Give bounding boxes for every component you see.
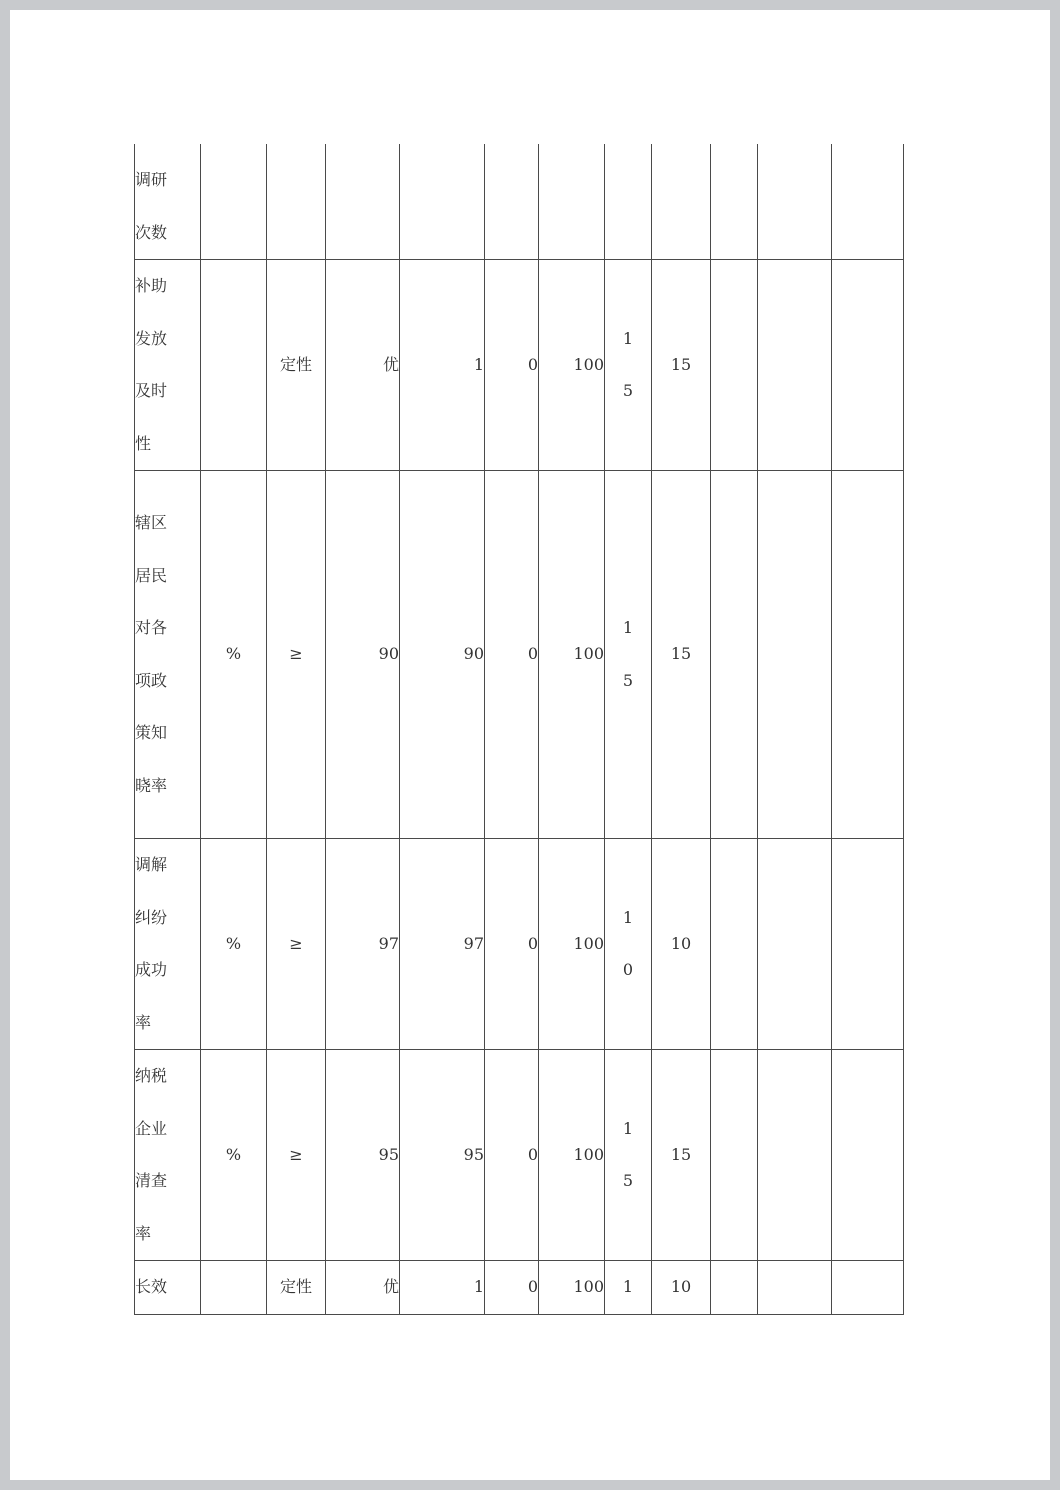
weight-cell: [605, 1050, 652, 1261]
unit-cell: [201, 260, 267, 471]
full-score-cell: 100: [539, 839, 605, 1050]
score-cell: 15: [652, 260, 711, 471]
indicator-name-line: 率: [135, 1012, 152, 1032]
target-value-cell: 优: [326, 1261, 400, 1315]
operator-cell: ≥: [267, 471, 326, 839]
indicator-name-line: 发放: [135, 328, 168, 348]
table-row: [135, 260, 904, 471]
indicator-name-line: 策知: [135, 723, 168, 742]
deduct-cell: 0: [485, 260, 539, 471]
actual-value-cell: 97: [400, 839, 485, 1050]
indicator-name-cell: [135, 1261, 201, 1315]
full-score-cell: 100: [539, 1050, 605, 1261]
table-row: [135, 1261, 904, 1315]
indicator-name-cell: [135, 839, 201, 1050]
blank-cell-a: [711, 839, 758, 1050]
blank-cell-c: [832, 839, 904, 1050]
unit-cell: %: [201, 839, 267, 1050]
actual-value-cell: 95: [400, 1050, 485, 1261]
blank-cell-a: [711, 1050, 758, 1261]
weight-value: [605, 1261, 651, 1314]
indicator-name-line: 纳税: [135, 1066, 168, 1085]
indicator-name-line: 项政: [135, 670, 168, 690]
table-row: [135, 839, 904, 1050]
blank-cell-b: [758, 1261, 832, 1315]
weight-digit: 1: [622, 328, 634, 348]
weight-digit: 1: [622, 1277, 634, 1296]
blank-cell-c: [832, 144, 904, 260]
actual-value-cell: [400, 144, 485, 260]
blank-cell-b: [758, 839, 832, 1050]
blank-cell-b: [758, 471, 832, 839]
indicator-name-line: 次数: [135, 222, 168, 242]
blank-cell-a: [711, 471, 758, 839]
full-score-cell: 100: [539, 471, 605, 839]
deduct-cell: 0: [485, 1261, 539, 1315]
deduct-cell: 0: [485, 839, 539, 1050]
full-score-cell: 100: [539, 1261, 605, 1315]
full-score-cell: [539, 144, 605, 260]
unit-cell: %: [201, 471, 267, 839]
blank-cell-c: [832, 260, 904, 471]
weight-digit: 1: [622, 907, 634, 927]
indicator-name-line: 补助: [135, 276, 168, 295]
operator-cell: 定性: [267, 1261, 326, 1315]
deduct-cell: 0: [485, 471, 539, 839]
indicator-name: [135, 497, 200, 812]
indicator-name-line: 调解: [135, 855, 168, 874]
score-cell: 15: [652, 1050, 711, 1261]
unit-cell: %: [201, 1050, 267, 1261]
indicator-name-cell: [135, 144, 201, 260]
score-cell: 10: [652, 839, 711, 1050]
operator-cell: 定性: [267, 260, 326, 471]
weight-digit: 5: [622, 670, 634, 690]
deduct-cell: [485, 144, 539, 260]
indicator-name: [135, 260, 200, 470]
operator-cell: ≥: [267, 1050, 326, 1261]
blank-cell-b: [758, 1050, 832, 1261]
unit-cell: [201, 1261, 267, 1315]
target-value-cell: 97: [326, 839, 400, 1050]
indicator-name-line: 及时: [135, 381, 168, 400]
weight-digit: 5: [622, 1171, 634, 1190]
indicator-name: [135, 839, 200, 1049]
table-row: [135, 1050, 904, 1261]
weight-cell: [605, 260, 652, 471]
target-value-cell: [326, 144, 400, 260]
actual-value-cell: 1: [400, 1261, 485, 1315]
indicator-name-line: 纠纷: [135, 907, 168, 927]
score-cell: 10: [652, 1261, 711, 1315]
indicator-name-cell: [135, 260, 201, 471]
blank-cell-a: [711, 1261, 758, 1315]
indicator-name-line: 长效: [135, 1277, 168, 1296]
indicator-table: [134, 144, 904, 1315]
weight-value: [605, 602, 651, 707]
indicator-name-line: 性: [135, 433, 152, 453]
weight-digit: 1: [622, 618, 634, 637]
indicator-name-line: 晓率: [135, 775, 168, 795]
target-value-cell: 90: [326, 471, 400, 839]
weight-digit: 5: [622, 381, 634, 400]
document-page: [10, 10, 1050, 1480]
deduct-cell: 0: [485, 1050, 539, 1261]
weight-digit: 1: [622, 1118, 634, 1138]
weight-cell: [605, 144, 652, 260]
operator-cell: ≥: [267, 839, 326, 1050]
score-cell: [652, 144, 711, 260]
indicator-name-line: 调研: [135, 170, 168, 189]
indicator-name: [135, 144, 200, 259]
indicator-name-line: 清查: [135, 1171, 168, 1190]
operator-cell: [267, 144, 326, 260]
weight-digit: 0: [622, 960, 634, 979]
indicator-name-cell: [135, 471, 201, 839]
full-score-cell: 100: [539, 260, 605, 471]
table-body: [135, 144, 904, 1314]
blank-cell-c: [832, 1050, 904, 1261]
unit-cell: [201, 144, 267, 260]
target-value-cell: 优: [326, 260, 400, 471]
indicator-name-line: 辖区: [135, 513, 168, 532]
blank-cell-c: [832, 471, 904, 839]
weight-value: [605, 313, 651, 418]
weight-value: [605, 1103, 651, 1208]
blank-cell-b: [758, 144, 832, 260]
blank-cell-c: [832, 1261, 904, 1315]
actual-value-cell: 90: [400, 471, 485, 839]
indicator-name-line: 成功: [135, 960, 168, 979]
indicator-name-line: 企业: [135, 1118, 168, 1138]
weight-cell: [605, 471, 652, 839]
table-row: [135, 144, 904, 260]
indicator-name-line: 对各: [135, 618, 168, 637]
actual-value-cell: 1: [400, 260, 485, 471]
target-value-cell: 95: [326, 1050, 400, 1261]
table-row: [135, 471, 904, 839]
indicator-name-cell: [135, 1050, 201, 1261]
indicator-name-line: 居民: [135, 565, 168, 585]
blank-cell-a: [711, 260, 758, 471]
weight-cell: [605, 839, 652, 1050]
score-cell: 15: [652, 471, 711, 839]
weight-value: [605, 892, 651, 997]
weight-cell: [605, 1261, 652, 1315]
indicator-name-line: 率: [135, 1223, 152, 1243]
indicator-name: [135, 1050, 200, 1260]
blank-cell-b: [758, 260, 832, 471]
blank-cell-a: [711, 144, 758, 260]
indicator-name: [135, 1261, 200, 1314]
